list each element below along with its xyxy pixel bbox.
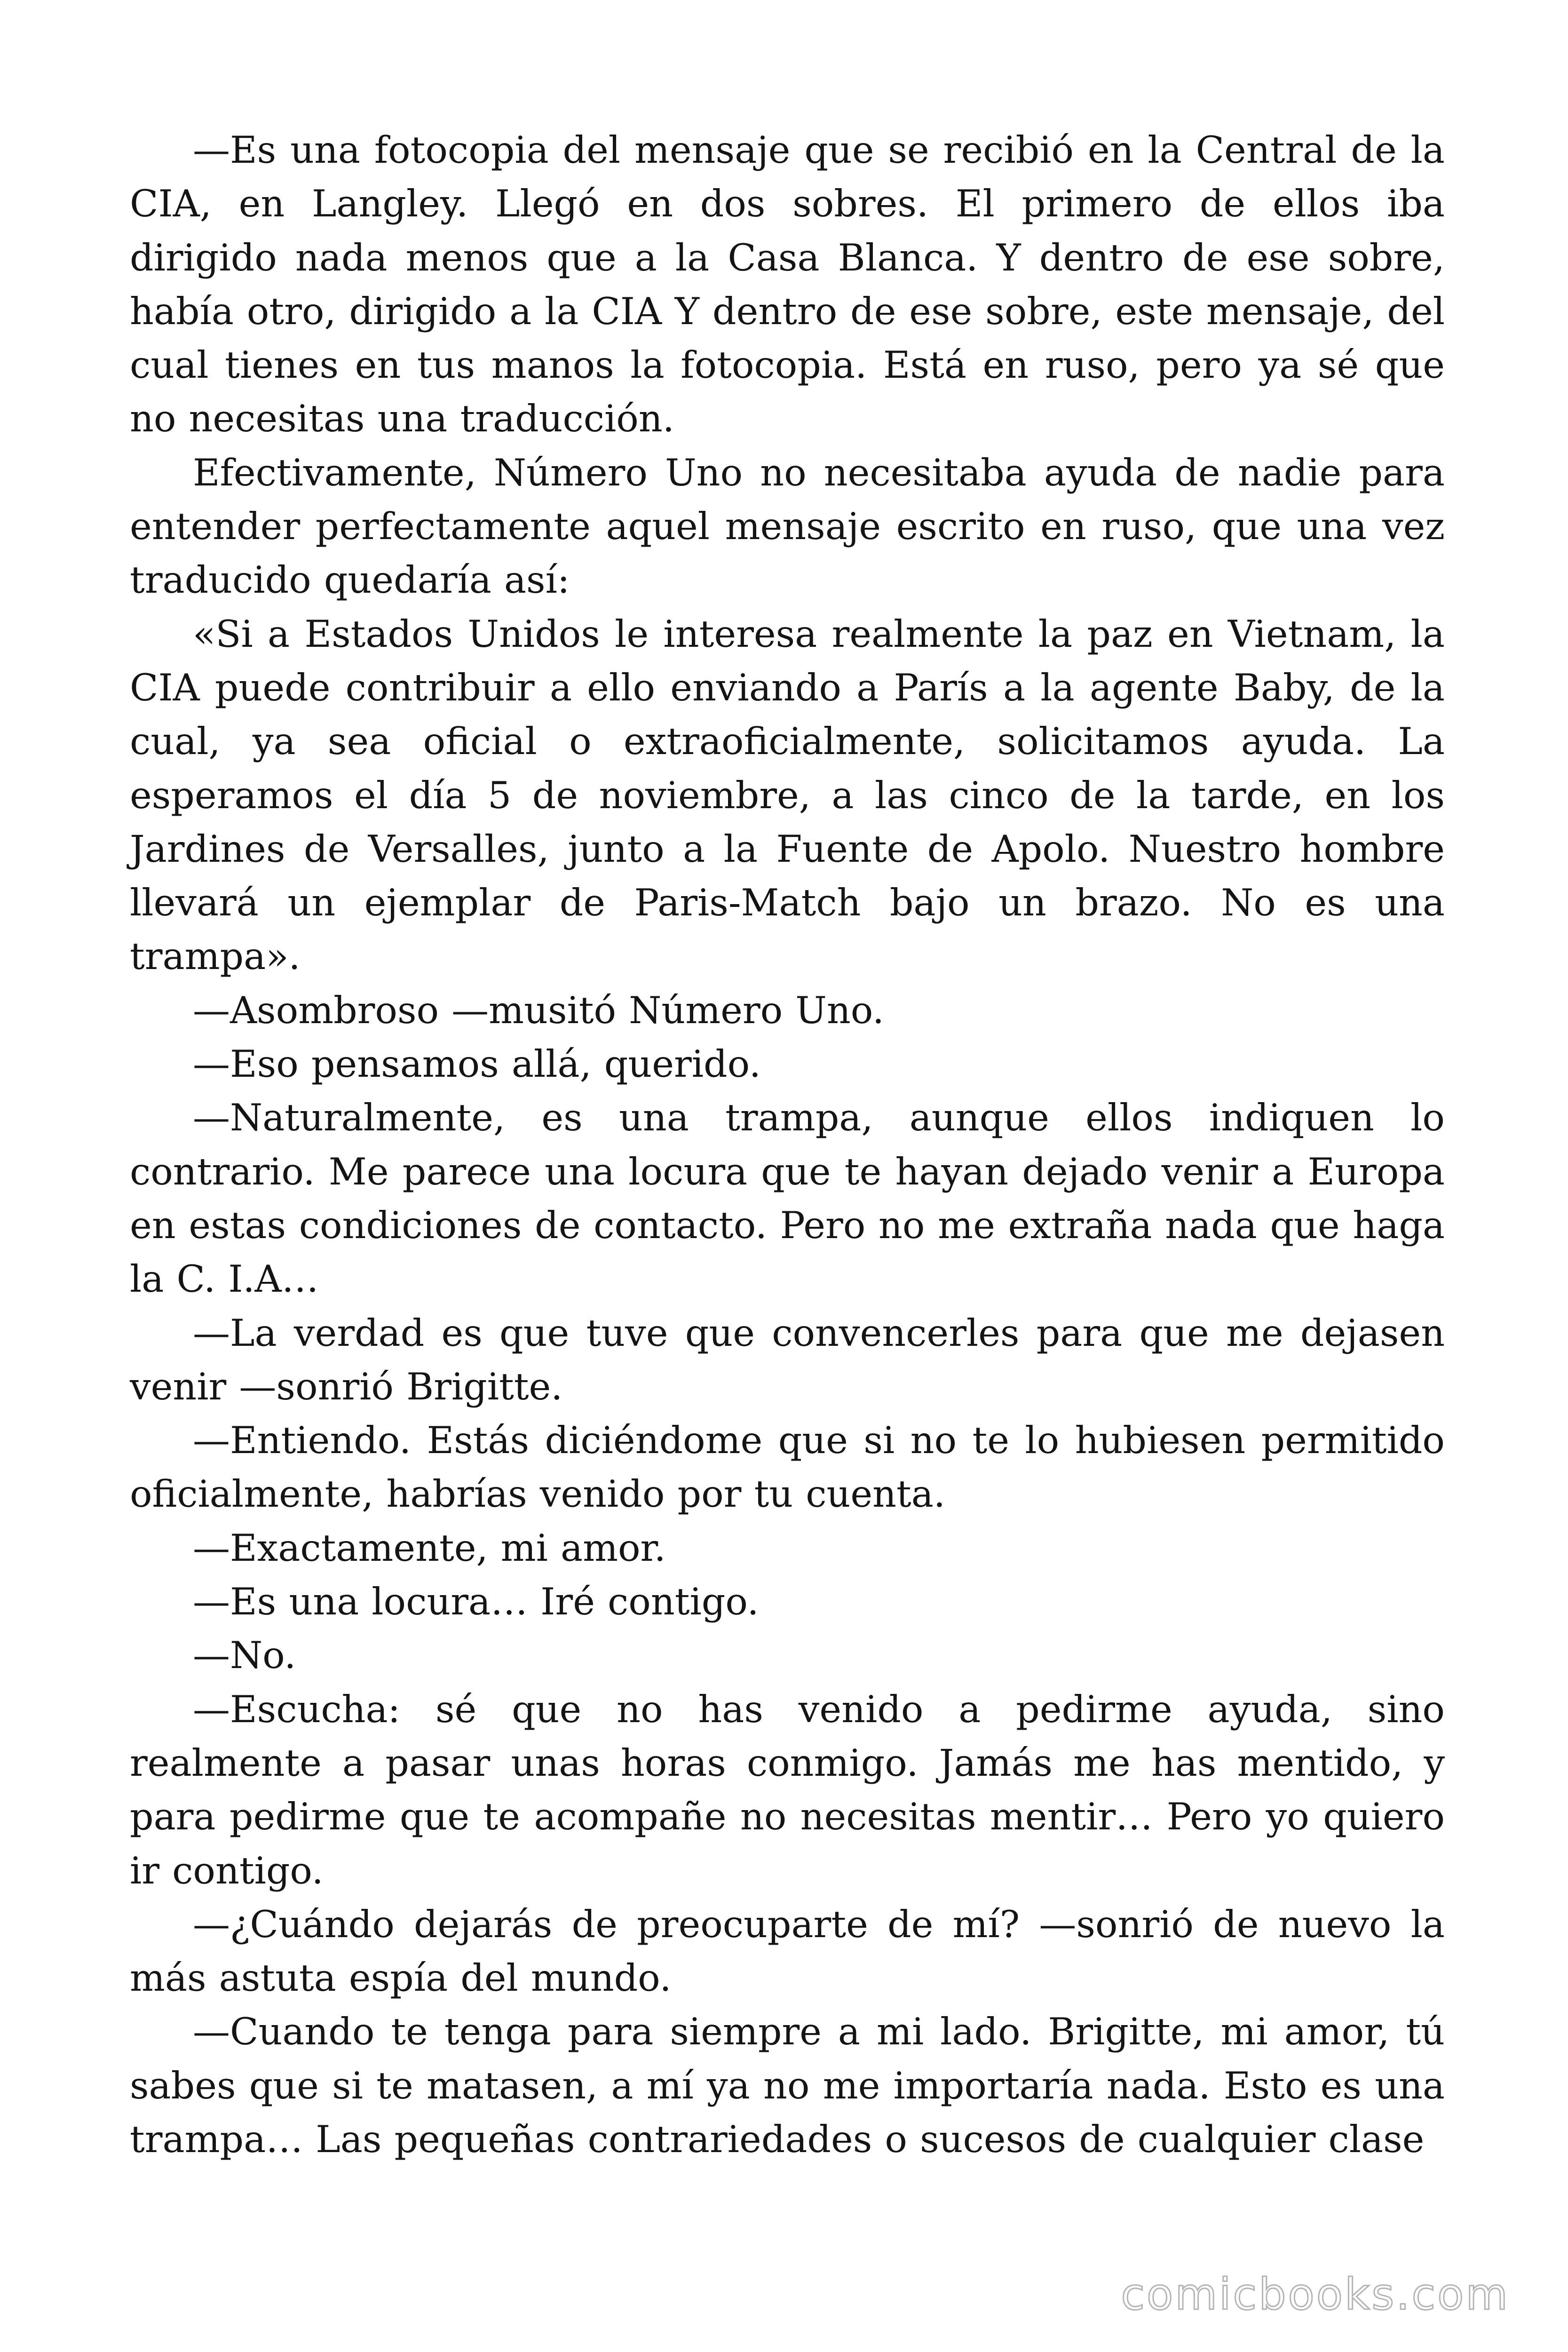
paragraph: —Cuando te tenga para siempre a mi lado. Brigitte, mi amor, tú sabes que si te matasen, a mí ya no me importaría nada. Esto es una trampa… Las pequeñas contrariedades o sucesos de cualquier clase [130, 2010, 1445, 2161]
paragraph: Efectivamente, Número Uno no necesitaba ayuda de nadie para entender perfectamente aquel mensaje escrito en ruso, que una vez traducido quedaría así: [130, 451, 1445, 602]
paragraph: —Es una locura… Iré contigo. [193, 1580, 759, 1624]
paragraph: —¿Cuándo dejarás de preocuparte de mí? —sonrió de nuevo la más astuta espía del mundo. [130, 1902, 1445, 2000]
paragraph: —Eso pensamos allá, querido. [193, 1042, 761, 1086]
paragraph: —La verdad es que tuve que convencerles para que me dejasen venir —sonrió Brigitte. [130, 1311, 1445, 1408]
paragraph: —No. [193, 1634, 296, 1677]
paragraph: —Escucha: sé que no has venido a pedirme ayuda, sino realmente a pasar unas horas conmigo. Jamás me has mentido, y para pedirme que te acompañe no necesitas mentir… Pero yo quiero ir contigo. [130, 1687, 1445, 1892]
paragraph: «Si a Estados Unidos le interesa realmente la paz en Vietnam, la CIA puede contribuir a ello enviando a París a la agente Baby, de la cual, ya sea oficial o extraoficialmente, solicitamos ayuda. La esperamos el día 5 de noviembre, a las cinco de la tarde, en los Jardines de Versalles, junto a la Fuente de Apolo. Nuestro hombre llevará un ejemplar de Paris-Match bajo un brazo. No es una trampa». [130, 612, 1445, 978]
paragraph: —Exactamente, mi amor. [193, 1526, 666, 1570]
paragraph: —Entiendo. Estás diciéndome que si no te lo hubiesen permitido oficialmente, habrías venido por tu cuenta. [130, 1419, 1445, 1516]
paragraph: —Naturalmente, es una trampa, aunque ellos indiquen lo contrario. Me parece una locura que te hayan dejado venir a Europa en estas condiciones de contacto. Pero no me extraña nada que haga la C. I.A… [130, 1096, 1445, 1301]
paragraph: —Asombroso —musitó Número Uno. [193, 988, 885, 1032]
paragraph: —Es una fotocopia del mensaje que se recibió en la Central de la CIA, en Langley. Llegó en dos sobres. El primero de ellos iba dirigido nada menos que a la Casa Blanca. Y dentro de ese sobre, había otro, dirigido a la CIA Y dentro de ese sobre, este mensaje, del cual tienes en tus manos la fotocopia. Está en ruso, pero ya sé que no necesitas una traducción. [130, 128, 1445, 441]
page-text [130, 123, 1445, 2166]
watermark: comicbooks.com [1121, 2269, 1510, 2320]
